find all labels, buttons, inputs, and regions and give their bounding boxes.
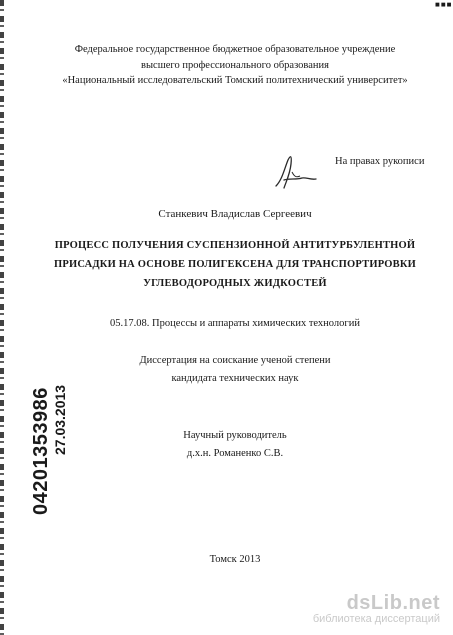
- registration-stamp: [30, 385, 68, 515]
- title-line-1: ПРОЦЕСС ПОЛУЧЕНИЯ СУСПЕНЗИОННОЙ АНТИТУРБУЛЕНТНОЙ: [54, 240, 416, 251]
- title-line-2: ПРИСАДКИ НА ОСНОВЕ ПОЛИГЕКСЕНА ДЛЯ ТРАНСПОРТИРОВКИ: [53, 259, 417, 270]
- institution-line-1: Федеральное государственное бюджетное образовательное учреждение: [74, 44, 396, 55]
- dissertation-title: [20, 236, 450, 293]
- degree-block: [20, 352, 450, 388]
- stamp-date: 27.03.2013: [52, 384, 68, 455]
- specialty: 05.17.08. Процессы и аппараты химических технологий: [110, 318, 360, 329]
- place-year: Томск 2013: [209, 554, 261, 565]
- dslib-watermark: [313, 592, 440, 625]
- author-name: Станкевич Владислав Сергеевич: [158, 208, 312, 220]
- scan-edge: [0, 0, 4, 635]
- degree-line-2: кандидата технических наук: [171, 373, 299, 384]
- rights-note: На правах рукописи: [335, 156, 425, 167]
- institution-header: [20, 42, 450, 89]
- watermark-logo-main: dsLib: [346, 592, 403, 614]
- institution-line-2: высшего профессионального образования: [141, 59, 329, 71]
- stamp-code: 04201353986: [30, 387, 52, 515]
- supervisor-name: д.х.н. Романенко С.В.: [186, 448, 284, 459]
- supervisor-block: [20, 427, 450, 463]
- watermark-logo-tld: .net: [402, 592, 440, 614]
- degree-line-1: Диссертация на соискание ученой степени: [139, 355, 331, 366]
- watermark-logo: [313, 592, 440, 615]
- signature-icon: [272, 150, 322, 192]
- institution-line-3: «Национальный исследовательский Томский политехнический университет»: [62, 75, 408, 86]
- supervisor-label: Научный руководитель: [183, 430, 287, 441]
- title-line-3: УГЛЕВОДОРОДНЫХ ЖИДКОСТЕЙ: [143, 278, 327, 289]
- top-mark: ■■■: [435, 0, 453, 9]
- watermark-subtitle: библиотека диссертаций: [312, 613, 440, 625]
